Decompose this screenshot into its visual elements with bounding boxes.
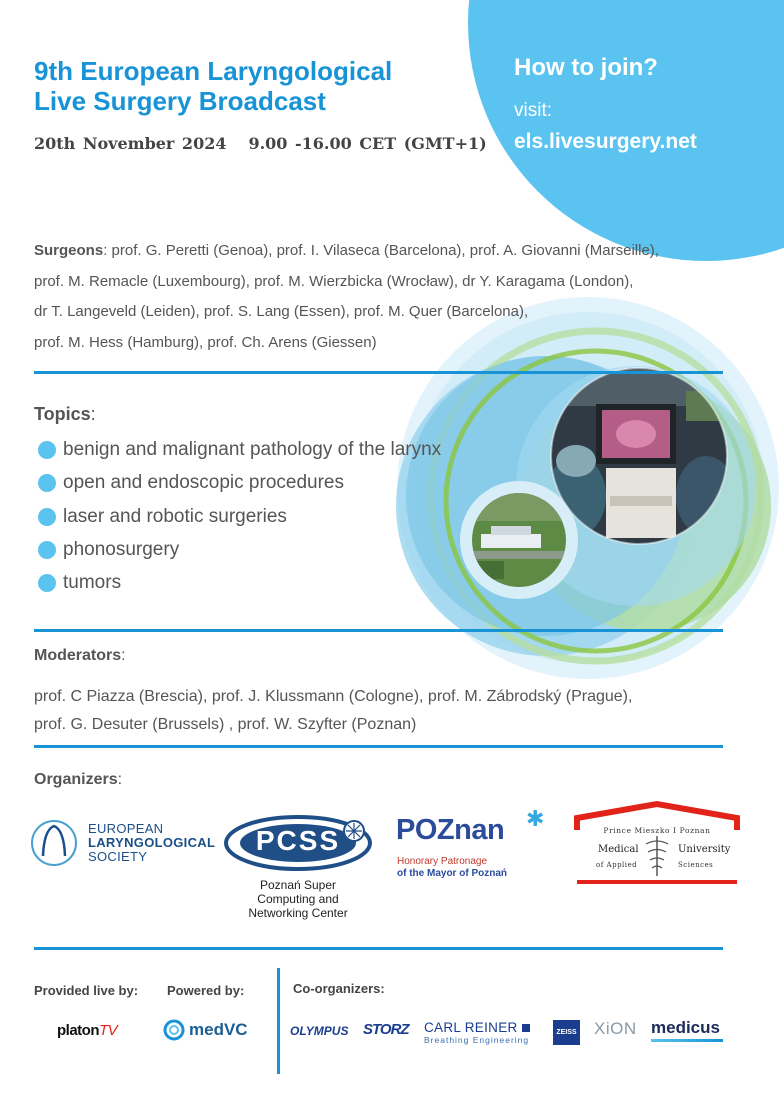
event-title-line2: Live Surgery Broadcast: [34, 86, 326, 116]
els-logo: [30, 816, 220, 872]
bullet-icon: [38, 574, 56, 592]
medicus-text: medicus: [651, 1018, 720, 1037]
topic-text: phonosurgery: [63, 539, 180, 560]
organizers-label: Organizers: [34, 771, 118, 788]
topic-text: laser and robotic surgeries: [63, 506, 287, 527]
join-visit-label: visit:: [514, 100, 552, 121]
els-name-line: EUROPEAN: [88, 821, 164, 836]
organizers-heading: [34, 771, 122, 789]
zeiss-logo: ZEISS: [553, 1020, 580, 1045]
section-divider: [34, 371, 723, 374]
medvc-ring-icon: [163, 1019, 185, 1041]
els-name-line: SOCIETY: [88, 849, 148, 864]
xion-logo: XiON: [594, 1019, 637, 1038]
topic-item: [38, 506, 287, 528]
topic-item: [38, 572, 121, 594]
surgeons-label: Surgeons: [34, 242, 104, 259]
section-divider: [34, 947, 723, 950]
square-icon: [522, 1024, 530, 1032]
university-word: Medical: [598, 844, 639, 855]
university-word: Sciences: [678, 861, 714, 869]
event-date: 20th November 2024: [34, 134, 227, 153]
carl-reiner-sub: Breathing Engineering: [424, 1035, 530, 1045]
medicus-logo: [651, 1018, 723, 1042]
section-divider: [34, 629, 723, 632]
pcss-name-line: Poznań Super: [259, 878, 337, 892]
event-datetime: [34, 134, 487, 153]
els-name-line: LARYNGOLOGICAL: [88, 835, 216, 850]
poznan-patronage-line: Honorary Patronage: [397, 856, 488, 867]
topic-item: [38, 472, 344, 494]
pcss-logo: [222, 814, 374, 924]
organizers-colon: :: [117, 771, 123, 788]
surgeons-line: : prof. G. Peretti (Genoa), prof. I. Vilaseca (Barcelona), prof. A. Giovanni (Marseille),: [103, 242, 659, 259]
surgeons-line: prof. M. Remacle (Luxembourg), prof. M. Wierzbicka (Wrocław), dr Y. Karagama (London),: [34, 272, 634, 290]
moderators-line: prof. C Piazza (Brescia), prof. J. Klussmann (Cologne), prof. M. Zábrodský (Prague),: [34, 688, 633, 705]
event-title-line1: 9th European Laryngological: [34, 56, 393, 86]
medvc-logo: [163, 1019, 248, 1041]
event-time: 9.00 -16.00 CET (GMT+1): [248, 134, 487, 153]
storz-logo: STORZ: [363, 1021, 409, 1038]
university-top-line: Prince Mieszko I Poznan: [603, 826, 711, 835]
topic-text: tumors: [63, 572, 122, 593]
coorganizers-label: Co-organizers:: [293, 981, 385, 996]
pcss-logo-text: PCSS: [255, 825, 341, 856]
bullet-icon: [38, 541, 56, 559]
bullet-icon: [38, 508, 56, 526]
poznan-patronage-line: of the Mayor of Poznań: [397, 868, 507, 879]
provided-label: Provided live by:: [34, 983, 139, 998]
university-emblem-icon: [574, 800, 740, 886]
surgeons-line: prof. M. Hess (Hamburg), prof. Ch. Arens (Giessen): [34, 334, 377, 352]
surgeons-section: [34, 236, 754, 359]
poznan-logo-text: POZnan: [396, 814, 505, 846]
section-divider: [34, 745, 723, 748]
topic-item: [38, 539, 179, 561]
pcss-name-line: Networking Center: [248, 906, 348, 920]
poznan-logo: [396, 806, 548, 886]
asterisk-icon: ✱: [526, 806, 545, 831]
university-word: University: [678, 844, 731, 855]
topic-text: benign and malignant pathology of the larynx: [63, 439, 442, 460]
moderators-line: prof. G. Desuter (Brussels) , prof. W. Szyfter (Poznan): [34, 716, 417, 733]
platon-tv-suffix: TV: [99, 1022, 118, 1039]
join-heading: How to join?: [514, 54, 658, 81]
topics-label: Topics: [34, 404, 91, 424]
moderators-list: [34, 683, 632, 739]
topic-text: open and endoscopic procedures: [63, 472, 344, 493]
topics-heading: [34, 404, 96, 425]
carl-reiner-text: CARL REINER: [424, 1020, 518, 1035]
moderators-heading: [34, 647, 126, 665]
university-word: of Applied: [596, 861, 638, 869]
join-url-link[interactable]: els.livesurgery.net: [514, 130, 697, 153]
platon-text: platon: [57, 1022, 99, 1039]
olympus-logo: OLYMPUS: [290, 1024, 349, 1038]
pcss-name-line: Computing and: [257, 892, 339, 906]
topics-colon: :: [90, 404, 96, 424]
carl-reiner-logo: [424, 1020, 530, 1045]
powered-label: Powered by:: [167, 983, 245, 998]
els-emblem-icon: [30, 818, 78, 868]
bullet-icon: [38, 441, 56, 459]
medvc-text: medVC: [189, 1020, 248, 1039]
moderators-colon: :: [121, 647, 126, 664]
footer-divider: [277, 968, 280, 1074]
moderators-label: Moderators: [34, 647, 122, 664]
topic-item: [38, 439, 441, 461]
surgeons-line: dr T. Langeveld (Leiden), prof. S. Lang (Essen), prof. M. Quer (Barcelona),: [34, 303, 529, 321]
platon-tv-logo: [57, 1022, 117, 1039]
university-logo: [574, 800, 740, 886]
bullet-icon: [38, 474, 56, 492]
event-title: [34, 56, 392, 116]
medicus-underline: [651, 1039, 723, 1042]
